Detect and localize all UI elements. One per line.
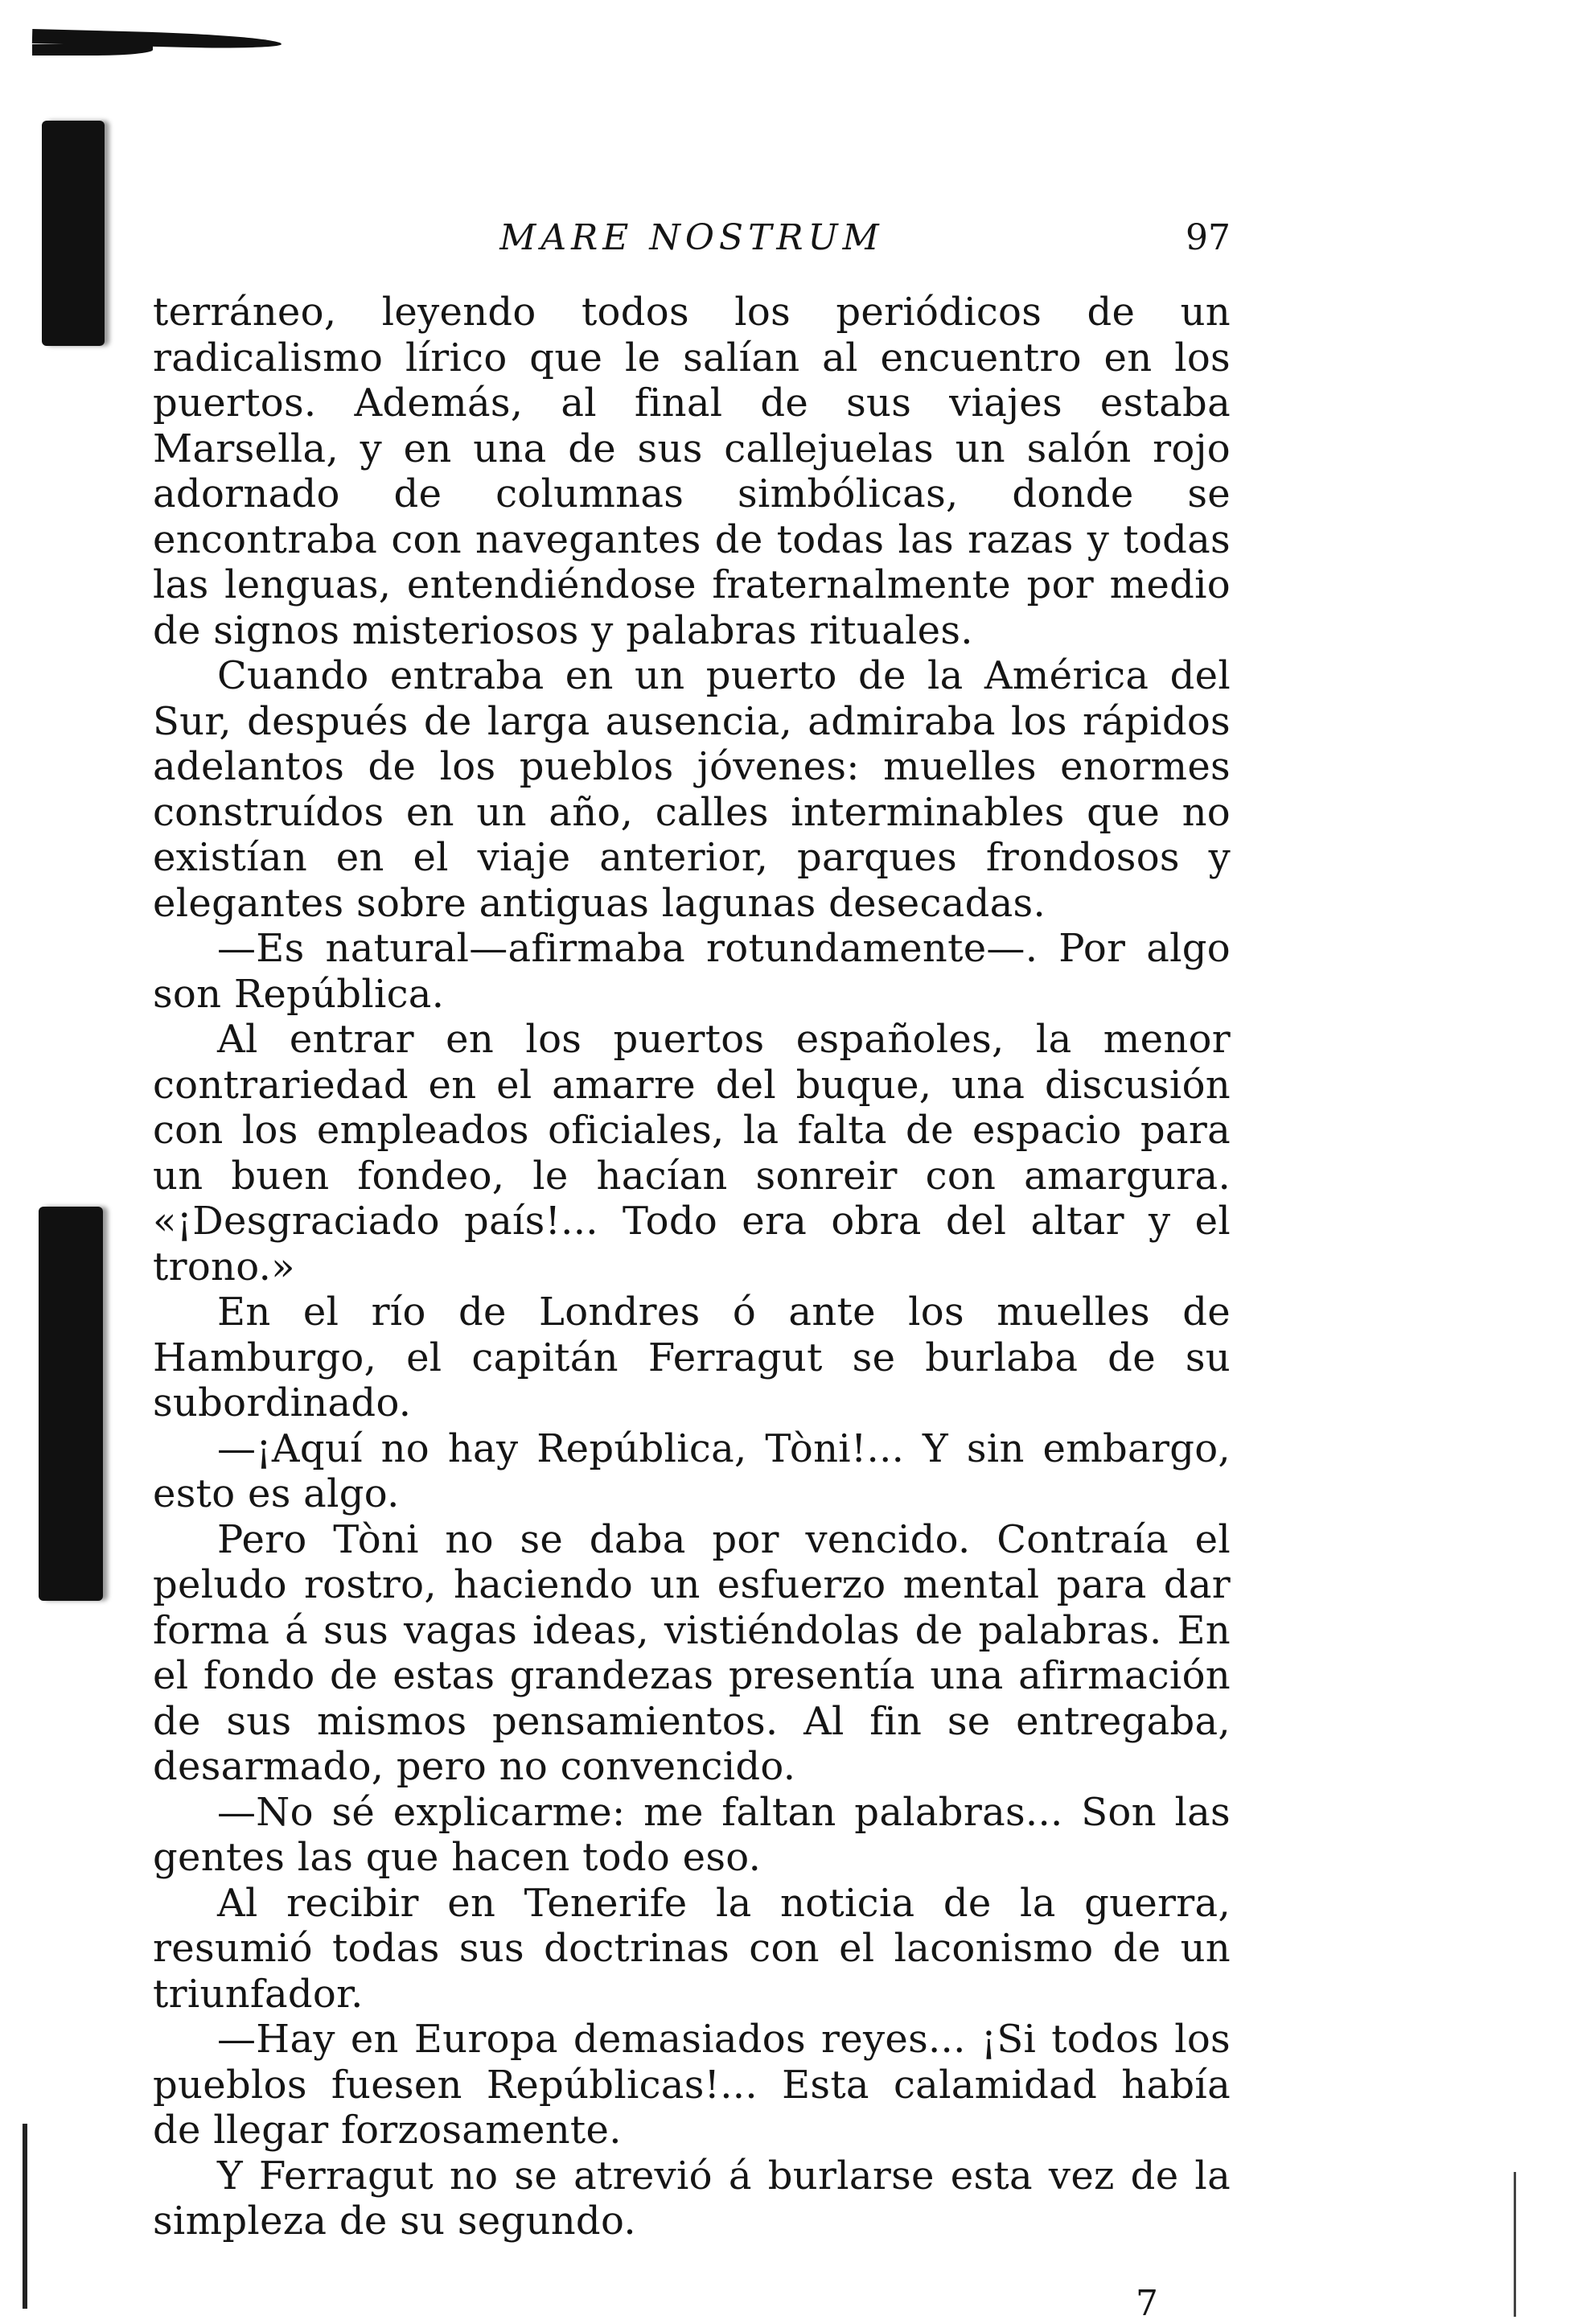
paragraph: Cuando entraba en un puerto de la América del Sur, después de larga ausencia, admiraba los rápidos adelantos de los pueblos jóvenes: muelles enormes construídos en un año, calles interminables que no existían en el viaje anterior, parques frondosos y elegantes sobre antiguas lagunas desecadas.: [153, 653, 1231, 926]
scan-binding-shadow-lower: [39, 1207, 103, 1601]
scan-edge-line-right: [1514, 2172, 1516, 2317]
paragraph: En el río de Londres ó ante los muelles de Hamburgo, el capitán Ferragut se burlaba de su subordinado.: [153, 1290, 1231, 1425]
paragraph: Pero Tòni no se daba por vencido. Contraía el peludo rostro, haciendo un esfuerzo mental para dar forma á sus vagas ideas, vistiéndolas de palabras. En el fondo de estas grandezas presentía una afirmación de sus mismos pensamientos. Al fin se entregaba, desarmado, pero no convencido.: [153, 1516, 1231, 1789]
scan-edge-line-left: [23, 2124, 27, 2309]
running-title: MARE NOSTRUM: [499, 217, 884, 258]
body-text: [153, 290, 1231, 2244]
scan-binding-shadow-upper: [42, 121, 105, 346]
paragraph: —Es natural—afirmaba rotundamente—. Por algo son República.: [153, 926, 1231, 1017]
paragraph: Y Ferragut no se atrevió á burlarse esta vez de la simpleza de su segundo.: [153, 2153, 1231, 2244]
paragraph: terráneo, leyendo todos los periódicos de un radicalismo lírico que le salían al encuentro en los puertos. Además, al final de sus viajes estaba Marsella, y en una de sus callejuelas un salón rojo adornado de columnas simbólicas, donde se encontraba con navegantes de todas las razas y todas las lenguas, entendiéndose fraternalmente por medio de signos misteriosos y palabras rituales.: [153, 290, 1231, 653]
paragraph: —No sé explicarme: me faltan palabras... Son las gentes las que hacen todo eso.: [153, 1789, 1231, 1880]
running-header: [153, 217, 1231, 265]
page-number: 97: [1186, 217, 1231, 258]
paragraph: —¡Aquí no hay República, Tòni!... Y sin embargo, esto es algo.: [153, 1425, 1231, 1516]
paragraph: Al entrar en los puertos españoles, la menor contrariedad en el amarre del buque, una discusión con los empleados oficiales, la falta de espacio para un buen fondeo, le hacían sonreir con amargura. «¡Desgraciado país!... Todo era obra del altar y el trono.»: [153, 1017, 1231, 1290]
book-page: [153, 217, 1231, 2324]
scan-artifact-top-tail: [32, 44, 153, 56]
paragraph: —Hay en Europa demasiados reyes... ¡Si todos los pueblos fuesen Repúblicas!... Esta calamidad había de llegar forzosamente.: [153, 2017, 1231, 2153]
paragraph: Al recibir en Tenerife la noticia de la guerra, resumió todas sus doctrinas con el laconismo de un triunfador.: [153, 1880, 1231, 2017]
signature-mark: 7: [1136, 2282, 1158, 2324]
